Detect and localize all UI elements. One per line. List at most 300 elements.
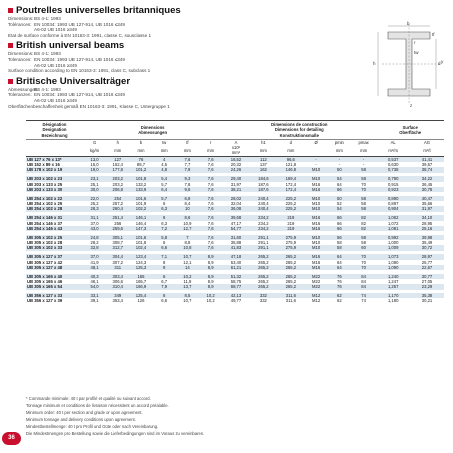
value-cell: 1,180 [387, 298, 399, 304]
footnote-line: Minimum tonnage and delivery conditions upon agreement. [26, 417, 136, 422]
value-cell: 203,2 [112, 181, 124, 187]
unit-cell [26, 145, 83, 156]
value-cell: 265,2 [250, 265, 277, 270]
value-cell: 125,3 [129, 265, 152, 270]
value-cell: 25,1 [90, 181, 99, 187]
header-line-value: BS 4-1: 1993 [34, 51, 61, 57]
header-title [8, 40, 338, 51]
header-line-value [170, 104, 338, 110]
value-cell: 41,41 [410, 156, 444, 162]
value-cell: 51,32 [222, 274, 249, 279]
designation-cell: UB 305 x 127 x 42 [27, 259, 63, 265]
value-cell: - [305, 156, 328, 162]
value-cell: 35,38 [410, 293, 444, 298]
value-cell: 102,2 [129, 206, 152, 211]
value-cell: 265,2 [277, 254, 304, 259]
symbol-cell: h1 [250, 139, 277, 145]
value-cell: 187,6 [250, 187, 277, 192]
unit-cell: mm [328, 145, 351, 156]
value-cell: 60 [351, 245, 376, 250]
footnote-line: Die Mindestmengen pro Bestellung sowie die Lieferbedingungen sind im Voraus zu vereinbaren. [26, 431, 205, 436]
footnote-line: * Commande minimale: 40 t par profilé et qualité ou suivant accord. [26, 396, 151, 401]
value-cell: 7,6 [199, 215, 222, 220]
value-cell: 14 [176, 265, 199, 270]
unit-cell: mm [250, 145, 277, 156]
page-number: 36 [2, 432, 21, 445]
red-square-bullet-icon [8, 8, 13, 13]
value-cell: 50 [328, 167, 351, 172]
value-cell: 265,2 [250, 284, 277, 289]
value-cell: 275,9 [277, 235, 304, 240]
symbol-cell: d [277, 139, 304, 145]
unit-cell: kg/m [83, 145, 106, 156]
value-cell: 7,8 [184, 181, 191, 187]
header-line-key: Etat de surface conforme à EN 10163-3: 1991, classe C, sousclasse 1 [8, 32, 151, 38]
value-cell: 7,6 [207, 181, 214, 187]
value-cell: M10 [312, 201, 321, 207]
value-cell: 184,6 [250, 176, 277, 181]
value-cell: 41,83 [222, 245, 249, 250]
col-group-detailing: Dimensions de construction Dimensions for detailing Konstruktionsmaße [222, 121, 376, 140]
designation-cell: UB 127 x 76 x 13* [26, 156, 83, 162]
value-cell: 10 [176, 206, 199, 211]
value-cell: 101,6 [129, 235, 152, 240]
value-cell: 54,77 [222, 226, 249, 231]
value-cell: 101,8 [135, 240, 147, 246]
value-cell: 66 [328, 187, 351, 192]
value-cell: 1,072 [387, 220, 399, 226]
symbol-cell: pmin [328, 139, 351, 145]
unit-cell [305, 145, 328, 156]
value-cell: 35,49 [421, 240, 433, 246]
header-title [8, 76, 338, 87]
symbol-cell: A [222, 139, 249, 145]
value-cell: 35,88 [230, 240, 242, 246]
value-cell: 225,2 [285, 201, 297, 207]
value-cell: 7,6 [199, 176, 222, 181]
value-cell: 265,2 [277, 265, 304, 270]
value-cell: 28,02 [222, 196, 249, 201]
value-cell: 6,3 [161, 220, 168, 226]
value-cell: 82 [351, 215, 376, 220]
value-cell: M16 [305, 226, 328, 231]
unit-cell: mm [199, 145, 222, 156]
red-square-bullet-icon [8, 79, 13, 84]
value-cell: M16 [312, 181, 321, 187]
value-cell: 28,97 [410, 254, 444, 259]
diagram-label-r: r [414, 40, 416, 45]
unit-cell [222, 145, 249, 156]
value-cell: 7,6 [207, 240, 214, 246]
value-cell: 12,1 [183, 259, 192, 265]
value-cell: 308,7 [112, 240, 124, 246]
symbol-cell: AL [376, 139, 410, 145]
header-line-value: EN 10034: 1993 UB 127-914, UB 1016 ≤349 [34, 21, 125, 27]
value-cell: 259,6 [106, 226, 129, 231]
value-cell: 166,9 [129, 284, 152, 289]
col-group-surface: Surface Oberfläche [376, 121, 444, 140]
value-cell: 7,9 [153, 284, 176, 289]
value-cell: 13,0 [83, 156, 106, 162]
value-cell: 40,47 [410, 196, 444, 201]
value-cell: 8,4 [184, 201, 191, 207]
value-cell: 96,6 [277, 156, 304, 162]
value-cell: 66 [337, 220, 342, 226]
value-cell: 9,3 [176, 176, 199, 181]
value-cell: M10 [312, 240, 321, 246]
value-cell: 47,18 [222, 254, 249, 259]
value-cell: 303,4 [106, 274, 129, 279]
unit-text: mm² [231, 150, 241, 156]
value-cell: 13,7 [176, 284, 199, 289]
value-cell: 28,2 [90, 240, 99, 246]
value-cell: 58,75 [230, 278, 242, 284]
designation-cell: UB 203 x 133 x 25 [27, 181, 63, 187]
value-cell: 39,98 [410, 235, 444, 240]
value-cell: 165 [129, 274, 152, 279]
value-cell: 0,738 [376, 167, 410, 172]
designation-cell: UB 254 x 102 x 28 [26, 206, 83, 211]
value-cell: 10,9 [183, 220, 192, 226]
value-cell: 37,0 [90, 220, 99, 226]
value-cell: 332 [250, 293, 277, 298]
value-cell: 58 [337, 240, 342, 246]
symbol-cell: r [199, 139, 222, 145]
footnote-group [26, 396, 426, 408]
value-cell: 7,6 [199, 226, 222, 231]
value-cell: 7 [176, 235, 199, 240]
value-cell: 54,0 [83, 284, 106, 289]
value-cell: 265,2 [250, 254, 277, 259]
value-cell: 1,090 [376, 265, 410, 270]
value-cell: 25,2 [90, 201, 99, 207]
value-cell: 5,7 [161, 181, 168, 187]
header-line [8, 104, 338, 110]
symbol-cell: pmax [351, 139, 376, 145]
value-cell: 10,2 [176, 274, 199, 279]
value-cell: 37,0 [83, 254, 106, 259]
value-cell: 28,95 [421, 220, 433, 226]
value-cell: 58 [361, 240, 366, 246]
value-cell: 206,8 [106, 187, 129, 192]
value-cell: 7,6 [207, 162, 214, 168]
header-title [8, 5, 338, 16]
value-cell: 1,009 [376, 245, 410, 250]
value-cell: 84 [351, 274, 376, 279]
value-cell: 23,1 [83, 176, 106, 181]
header-line-key: Surface condition according to EN 10163-3: 1991, class C, subclass 1 [8, 68, 151, 74]
value-cell: 291,1 [250, 235, 277, 240]
table-row [26, 298, 444, 303]
value-cell: 169,4 [277, 176, 304, 181]
value-cell: 31,97 [410, 206, 444, 211]
col-group-dimensions: Dimensions Abmessungen [83, 121, 222, 140]
value-cell: 6 [163, 240, 166, 246]
header [8, 5, 338, 111]
value-cell: 30,77 [410, 274, 444, 279]
value-cell: 126 [137, 298, 145, 304]
value-cell: 32,8 [83, 245, 106, 250]
value-cell: 172,4 [277, 187, 304, 192]
value-cell: 64 [337, 259, 342, 265]
value-cell: 8,9 [199, 254, 222, 259]
symbol-cell: G [83, 139, 106, 145]
value-cell: 74 [351, 293, 376, 298]
value-cell: M10 [305, 245, 328, 250]
value-cell: 0,897 [387, 201, 399, 207]
value-cell: 82 [351, 226, 376, 231]
value-cell: 48,1 [83, 265, 106, 270]
value-cell: 27,05 [421, 278, 433, 284]
value-cell: 31,60 [222, 235, 249, 240]
value-cell: 7,1 [153, 254, 176, 259]
designation-cell: UB 305 x 102 x 25 [26, 235, 83, 240]
value-cell: 0,890 [376, 196, 410, 201]
value-cell: 304,4 [106, 254, 129, 259]
value-cell: 219 [277, 226, 304, 231]
value-cell: 4,5 [161, 162, 168, 168]
value-cell: 30,72 [410, 245, 444, 250]
header-block [8, 40, 338, 73]
value-cell: 29,40 [222, 176, 249, 181]
value-cell: 7,6 [199, 235, 222, 240]
value-cell: 133,9 [129, 187, 152, 192]
value-cell: 9 [153, 265, 176, 270]
value-cell: 40,3 [83, 274, 106, 279]
value-cell: 47,17 [230, 220, 242, 226]
value-cell: 52 [337, 201, 342, 207]
value-cell: 7,6 [199, 167, 222, 172]
value-cell: 41,9 [90, 259, 99, 265]
header-line-key: Tolerances: [8, 56, 32, 62]
value-cell: 1,247 [387, 278, 399, 284]
value-cell: - [362, 162, 365, 168]
value-cell: 307,2 [112, 259, 124, 265]
value-cell: 70 [351, 265, 376, 270]
value-cell: 7,7 [184, 162, 191, 168]
value-cell: 31,1 [83, 215, 106, 220]
value-cell: 58 [361, 201, 366, 207]
header-line-key: Dimensions: [8, 51, 34, 57]
value-cell: 24,8 [83, 235, 106, 240]
value-cell: M16 [305, 265, 328, 270]
value-cell: 165,7 [135, 278, 147, 284]
value-cell: 177,8 [106, 167, 129, 172]
value-cell: 353,4 [112, 298, 124, 304]
value-cell: 1,062 [376, 215, 410, 220]
value-cell: 70 [361, 181, 366, 187]
value-cell: 7,9 [176, 167, 199, 172]
value-cell: 0,904 [376, 206, 410, 211]
value-cell: 101,8 [129, 176, 152, 181]
value-cell: 260,4 [106, 206, 129, 211]
value-cell: 0,915 [387, 181, 399, 187]
symbol-cell: h [106, 139, 129, 145]
header-line-value: EN 10034: 1993 UB 127-914, UB 1016 ≤349 [34, 92, 125, 98]
header-line-key: Oberflächenbeschaffenheit gemäß EN 10163-3: 1991, Klasse C, Untergruppe 1 [8, 103, 170, 109]
header-line-key: Toleranzen: [8, 92, 32, 98]
value-cell: 125,4 [129, 293, 152, 298]
value-cell: 6,8 [176, 196, 199, 201]
value-cell: 6,3 [153, 206, 176, 211]
symbol-cell: tw [153, 139, 176, 145]
diagram-label-h: h [373, 61, 376, 66]
value-cell: 34,22 [410, 176, 444, 181]
value-cell: 24,26 [222, 167, 249, 172]
value-cell: 1,240 [376, 274, 410, 279]
value-cell: M10 [305, 196, 328, 201]
header-line [8, 68, 338, 74]
value-cell: 56 [328, 235, 351, 240]
value-cell: 265,2 [285, 259, 297, 265]
value-cell: 53,40 [230, 259, 242, 265]
value-cell: 6 [153, 293, 176, 298]
header-block [8, 76, 338, 109]
value-cell: 28,3 [83, 206, 106, 211]
value-cell: 127 [106, 156, 129, 162]
value-cell: 49,77 [230, 298, 242, 304]
value-cell: 310,4 [106, 284, 129, 289]
value-cell: 311,6 [277, 293, 304, 298]
value-cell: 10,2 [206, 298, 215, 304]
value-cell: 1,170 [376, 293, 410, 298]
header-line-value: A6-02 UB 1016 ≥349 [34, 97, 77, 103]
value-cell: M10 [305, 206, 328, 211]
value-cell: 234,2 [250, 226, 277, 231]
header-line-key: Dimensions: [8, 16, 34, 21]
value-cell: 8,5 [176, 293, 199, 298]
value-cell: 7,6 [199, 187, 222, 192]
value-cell: 265,2 [285, 278, 297, 284]
value-cell: 0,992 [376, 235, 410, 240]
value-cell: 1,081 [376, 226, 410, 231]
value-cell: 251,4 [106, 215, 129, 220]
value-cell: M10 [305, 167, 328, 172]
value-cell: 6 [153, 274, 176, 279]
value-cell: 46,1 [90, 278, 99, 284]
value-cell: 123,4 [129, 254, 152, 259]
value-cell: 8 [163, 259, 166, 265]
value-cell: 76 [129, 156, 152, 162]
value-cell: 275,9 [285, 240, 297, 246]
symbol-cell: b [129, 139, 152, 145]
value-cell: 203,2 [106, 176, 129, 181]
header-line-value: A6-02 UB 1016 ≥349 [34, 62, 77, 68]
value-cell: 311 [106, 265, 129, 270]
value-cell: 66 [328, 226, 351, 231]
value-cell: 38,74 [410, 167, 444, 172]
value-cell: 19,0 [83, 167, 106, 172]
designation-cell: UB 305 x 102 x 28 [27, 240, 63, 246]
footnotes [26, 396, 426, 438]
value-cell: M22 [305, 274, 328, 279]
value-cell: 6,6 [161, 298, 168, 304]
value-cell: 265,2 [250, 274, 277, 279]
value-cell: 8,9 [207, 259, 214, 265]
designation-cell: UB 356 x 127 x 39 [27, 298, 63, 304]
footnote-line: Minimum order: 40 t per section and grade or upon agreement. [26, 410, 143, 415]
value-cell: 265,2 [258, 259, 269, 265]
value-cell: 31,97 [230, 181, 242, 187]
value-cell: 54 [328, 206, 351, 211]
value-cell: 8,9 [199, 284, 222, 289]
value-cell: 172,4 [285, 181, 297, 187]
value-cell: 146,4 [135, 220, 147, 226]
value-cell: 1,073 [376, 254, 410, 259]
value-cell: 76 [328, 274, 351, 279]
value-cell: M16 [305, 254, 328, 259]
designation-cell: UB 305 x 165 x 40 [26, 274, 83, 279]
value-cell: M22 [305, 284, 328, 289]
value-cell: 265,2 [277, 284, 304, 289]
value-cell: 305,1 [106, 235, 129, 240]
value-cell: 58 [351, 176, 376, 181]
designation-cell: UB 203 x 102 x 23 [26, 176, 83, 181]
value-cell: 1,000 [387, 240, 399, 246]
unit-row [26, 145, 444, 156]
value-cell: - [338, 162, 341, 168]
value-cell: 256 [114, 220, 122, 226]
value-cell: 30,21 [421, 298, 433, 304]
symbol-cell: AG [410, 139, 444, 145]
value-cell: 5,4 [153, 176, 176, 181]
value-cell: 219 [277, 215, 304, 220]
value-cell: 6 [153, 215, 176, 220]
value-cell: 257,2 [112, 201, 124, 207]
value-cell: 32,04 [230, 201, 242, 207]
value-cell: 30,0 [83, 187, 106, 192]
diagram-label-tf: tf [432, 32, 435, 37]
area-scale: x10² [231, 145, 241, 151]
value-cell: 1,257 [376, 284, 410, 289]
value-cell: 23,29 [410, 284, 444, 289]
value-cell: 312,7 [106, 245, 129, 250]
value-cell: 240,4 [258, 201, 269, 207]
header-line-value: BS 4-1: 1993 [34, 86, 61, 92]
value-cell: 8,6 [176, 215, 199, 220]
value-cell: M16 [305, 215, 328, 220]
designation-cell: UB 254 x 102 x 22 [26, 196, 83, 201]
value-cell: 254 [106, 196, 129, 201]
value-cell: M16 [312, 220, 321, 226]
value-cell: 20,32 [230, 162, 242, 168]
value-cell: 22,0 [83, 196, 106, 201]
value-cell: 240,4 [250, 206, 277, 211]
value-cell: 9,6 [176, 187, 199, 192]
value-cell: 162 [250, 167, 277, 172]
value-cell: 311,6 [285, 298, 296, 304]
header-line-key: Abmessungen: [8, 86, 39, 92]
value-cell: 291,1 [258, 240, 269, 246]
value-cell: 8,9 [199, 265, 222, 270]
value-cell: 43,0 [83, 226, 106, 231]
value-cell: 76 [328, 284, 351, 289]
value-cell: M12 [312, 298, 321, 304]
value-cell: 6 [163, 201, 166, 207]
designation-cell: UB 305 x 102 x 33 [26, 245, 83, 250]
value-cell: 5,8 [153, 235, 176, 240]
value-cell: 0,537 [376, 156, 410, 162]
header-title-text: British universal beams [16, 40, 125, 52]
symbol-cell: tf [176, 139, 199, 145]
value-cell: 39,1 [90, 298, 99, 304]
value-cell: 101,9 [135, 201, 147, 207]
value-cell: 39,57 [421, 162, 433, 168]
value-cell: 66 [328, 215, 351, 220]
value-cell: 291,1 [250, 245, 277, 250]
value-cell: 35,66 [421, 201, 433, 207]
value-cell: 58 [351, 235, 376, 240]
